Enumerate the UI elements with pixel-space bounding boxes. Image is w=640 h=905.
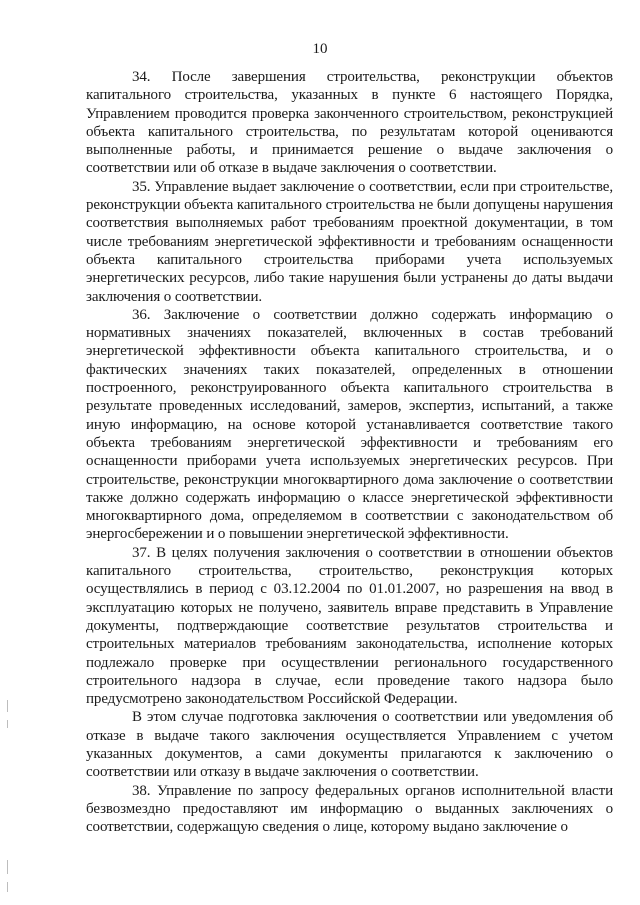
- paragraph-36: 36. Заключение о соответствии должно содержать информацию о нормативных значениях показателей, включенных в состав требований энергетической эффективности объекта капитального строительства, и о фактических значениях таких показателей, определенных в отношении построенного, реконструированного объекта капитального строительства в результате проведенных исследований, замеров, экспертиз, испытаний, а также иную информацию, на основе которой устанавливается соответствие такого объекта требованиям энергетической эффективности и требованиям его оснащенности приборами учета используемых энергетических ресурсов. При строительстве, реконструкции многоквартирного дома заключение о соответствии также должно содержать информацию о классе энергетической эффективности многоквартирного дома, определяемом в соответствии с законодательством об энергосбережении и о повышении энергетической эффективности.: [86, 306, 613, 543]
- page-number: 10: [312, 41, 328, 57]
- paragraph-37-continuation: В этом случае подготовка заключения о соответствии или уведомления об отказе в выдаче такого заключения осуществляется Управлением с учетом указанных документов, а сами документы прилагаются к заключению о соответствии или отказу в выдаче заключения о соответствии.: [86, 709, 613, 781]
- paragraph-35: 35. Управление выдает заключение о соответствии, если при строительстве, реконструкции объекта капитального строительства не были допущены нарушения соответствия выполняемых работ требованиям проектной документации, в том числе требованиям энергетической эффективности и требованиям оснащенности объекта капитального строительства приборами учета используемых энергетических ресурсов, либо такие нарушения были устранены до даты выдачи заключения о соответствии.: [86, 178, 613, 305]
- paragraph-38: 38. Управление по запросу федеральных органов исполнительной власти безвозмездно предоставляют им информацию о выданных заключениях о соответствии, содержащую сведения о лице, которому выдано заключение о: [86, 782, 613, 836]
- document-body: [86, 68, 613, 836]
- scan-edge-mark: [7, 700, 8, 712]
- scan-edge-mark: [7, 720, 8, 728]
- paragraph-34: 34. После завершения строительства, реконструкции объектов капитального строительства, указанных в пункте 6 настоящего Порядка, Управлением проводится проверка законченного строительством, реконструкцией объекта капитального строительства, по результатам которой оцениваются выполненные работы, и принимается решение о выдаче заключения о соответствии или об отказе в выдаче заключения о соответствии.: [86, 69, 613, 177]
- scan-edge-mark: [7, 860, 8, 874]
- paragraph-37: 37. В целях получения заключения о соответствии в отношении объектов капитального строительства, строительство, реконструкция которых осуществлялись в период с 03.12.2004 по 01.01.2007, но разрешения на ввод в эксплуатацию которых не получено, заявитель вправе представить в Управление документы, подтверждающие соответствие результатов строительства и строительных материалов требованиям законодательства, исполнение которых подлежало проверке при осуществлении регионального государственного строительного надзора в случае, если проведение такого надзора было предусмотрено законодательством Российской Федерации.: [86, 544, 613, 708]
- scan-edge-mark: [7, 882, 8, 892]
